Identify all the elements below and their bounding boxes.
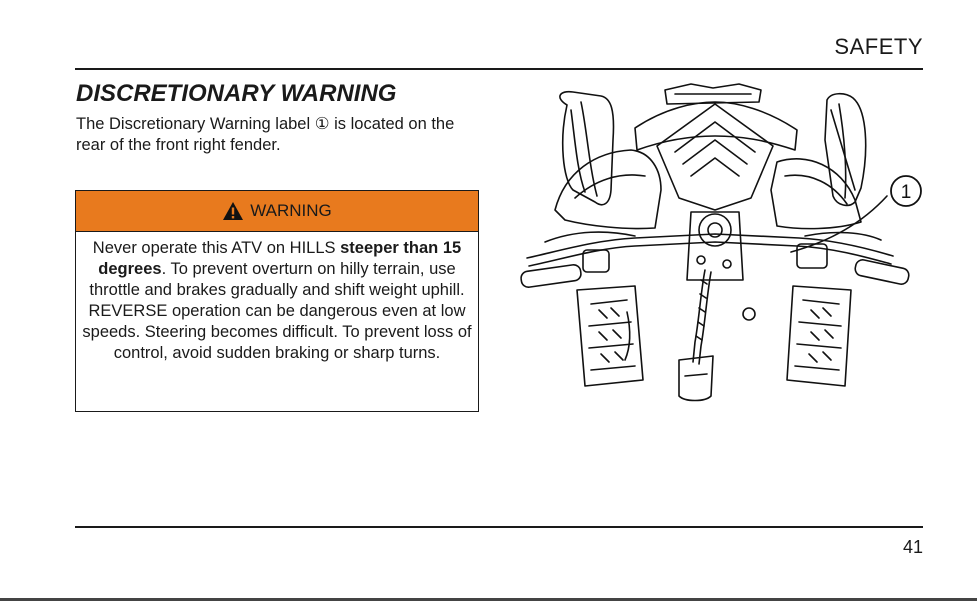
callout-symbol: ① (314, 115, 330, 133)
warning-hills-text-end: . To prevent overturn on hilly terrain, use throttle and brakes gradually and shift weight uphill. (89, 260, 465, 299)
intro-paragraph (76, 114, 486, 156)
warning-triangle-icon (222, 201, 244, 221)
callout-number: 1 (900, 182, 912, 203)
intro-text-start: The Discretionary Warning label (76, 115, 315, 133)
warning-paragraph-hills (80, 238, 474, 301)
header-rule (75, 68, 923, 70)
section-title: DISCRETIONARY WARNING (76, 80, 397, 107)
intro-text-end: is located on the rear of the front right fender. (76, 115, 455, 154)
atv-rear-illustration (515, 80, 935, 410)
warning-hills-bold: steeper than 15 degrees (98, 239, 462, 278)
warning-box (75, 190, 479, 412)
page-number: 41 (902, 537, 923, 557)
warning-hills-text-start: Never operate this ATV on HILLS (92, 239, 341, 257)
warning-paragraph-reverse: REVERSE operation can be dangerous even at low speeds. Steering becomes difficult. To prevent loss of control, avoid sudden braking or sharp turns. (82, 302, 472, 362)
footer-rule (75, 526, 923, 528)
warning-header (76, 191, 478, 232)
warning-body (76, 232, 478, 364)
warning-label: WARNING (250, 201, 332, 220)
section-header-label: SAFETY (834, 34, 923, 59)
